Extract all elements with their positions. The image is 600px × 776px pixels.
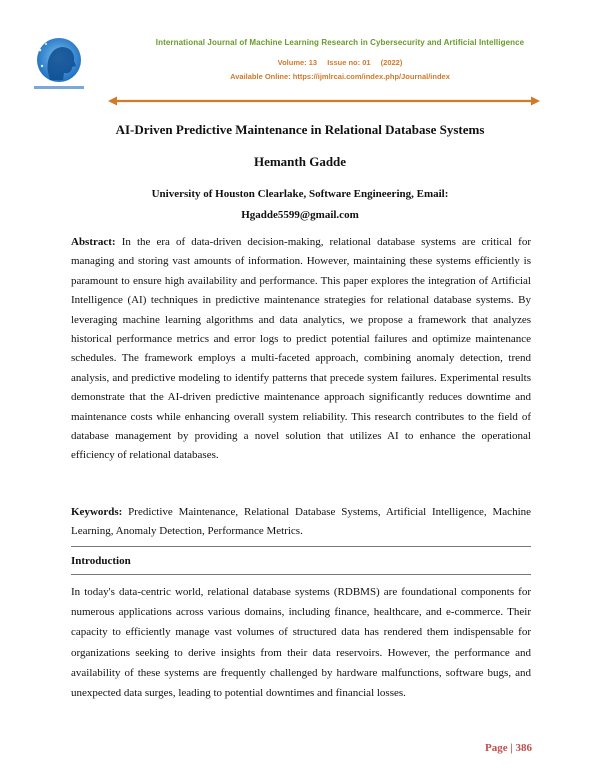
page-number: [485, 742, 532, 754]
paper-author: Hemanth Gadde: [253, 154, 347, 169]
journal-available-online[interactable]: Available Online: https://ijmlrcai.com/index.php/Journal/index: [230, 72, 450, 81]
header-divider-arrow: [108, 96, 540, 106]
page-number-value: 386: [515, 742, 532, 754]
keywords-label: Keywords:: [71, 506, 123, 518]
author-affiliation: [60, 184, 540, 226]
journal-header: [0, 0, 600, 110]
keywords-text: Predictive Maintenance, Relational Database Systems, Artificial Intelligence, Machine Learning, Anomaly Detection, Performance Metrics.: [71, 506, 532, 538]
journal-volume-issue: [100, 58, 580, 67]
abstract: [71, 233, 531, 466]
journal-logo-icon: [26, 36, 92, 92]
abstract-label: Abstract:: [71, 236, 116, 248]
section-rule-bottom: [71, 574, 531, 575]
journal-title: International Journal of Machine Learning Research in Cybersecurity and Artificial Intelligence: [155, 38, 525, 47]
paper-title: AI-Driven Predictive Maintenance in Relational Database Systems: [115, 122, 485, 137]
introduction-text: In today's data-centric world, relational database systems (RDBMS) are foundational components for numerous applications across various domains, including finance, healthcare, and e-commerce. Their capacity to efficiently manage vast volumes of structured data has rendered them indispensable for organizations seeking to derive insights from their data reservoirs. However, the performance and availability of these systems are frequently challenged by hardware malfunctions, software bugs, and unexpected data surges, leading to potential downtimes and financial losses.: [71, 586, 531, 700]
page-label: Page |: [484, 742, 513, 754]
author-email: Hgadde5599@gmail.com: [241, 209, 359, 221]
affiliation-line: University of Houston Clearlake, Software Engineering, Email:: [151, 188, 449, 200]
journal-issue: Issue no: 01: [327, 58, 371, 67]
keywords: [71, 503, 531, 542]
introduction-heading: Introduction: [71, 555, 131, 567]
abstract-text: In the era of data-driven decision-making, relational database systems are critical for managing and storing vast amounts of information. However, maintaining these systems efficiently is paramount to ensure high availability and performance. This paper explores the integration of Artificial Intelligence (AI) techniques in predictive maintenance strategies for relational database systems. By leveraging machine learning algorithms and data analytics, we propose a framework that analyzes historical performance metrics and error logs to predict potential failures and optimize maintenance schedules. The framework employs a multi-faceted approach, combining anomaly detection, trend analysis, and predictive modeling to identify patterns that precede system failures. Experimental results demonstrate that the AI-driven predictive maintenance approach significantly reduces downtime and maintenance costs while enhancing overall system reliability. This research contributes to the field of database management by providing a novel solution that utilizes AI to enhance the operational efficiency of relational databases.: [71, 236, 532, 462]
section-rule-top: [71, 546, 531, 547]
journal-year: (2022): [380, 58, 403, 67]
journal-volume: Volume: 13: [277, 58, 318, 67]
